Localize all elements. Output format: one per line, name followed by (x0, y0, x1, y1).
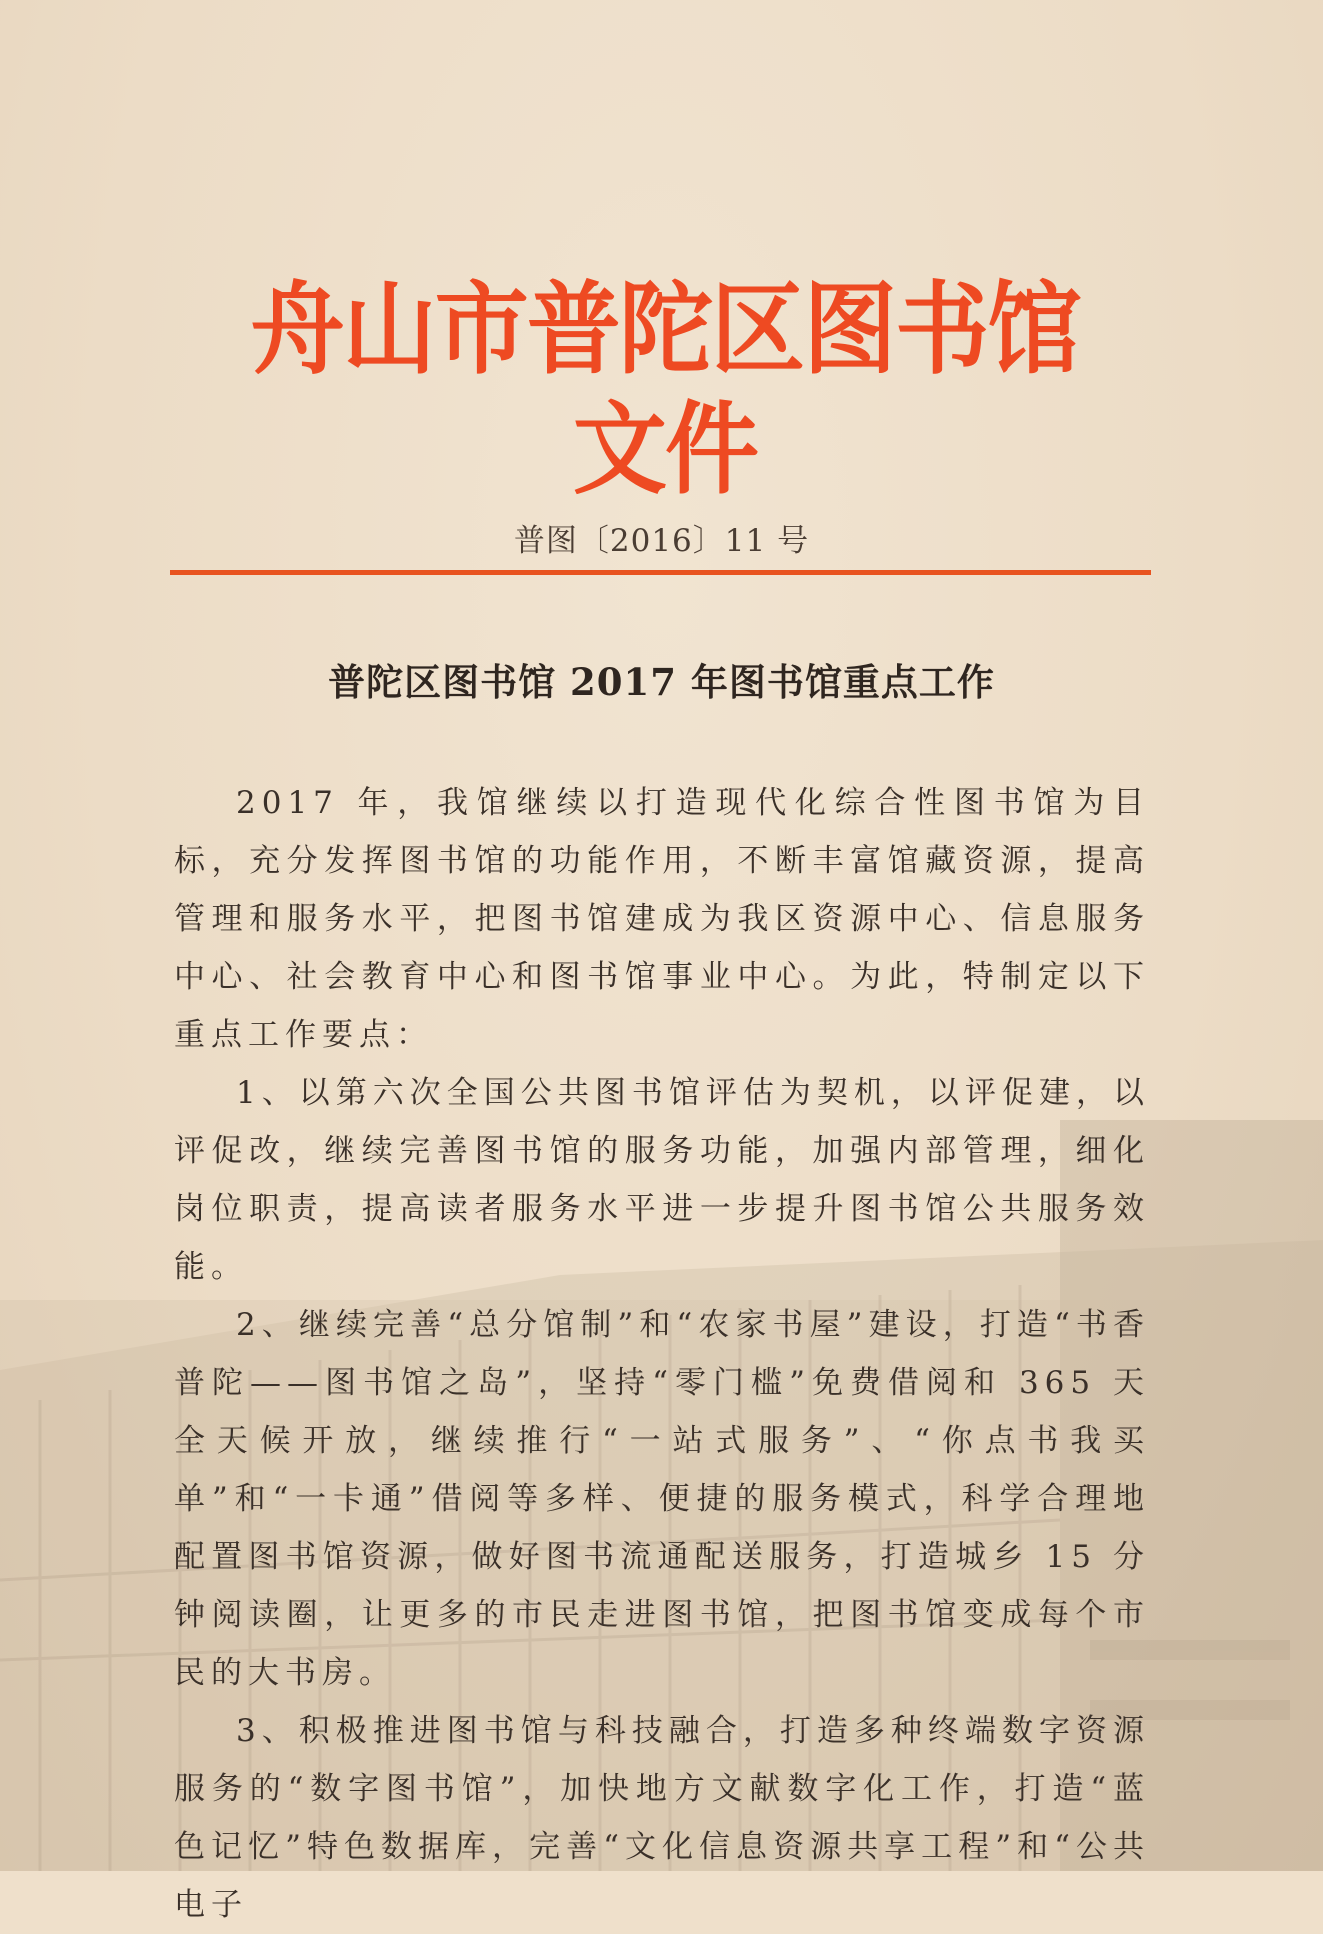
document-body (174, 774, 1150, 1934)
header-title: 舟山市普陀区图书馆文件 (250, 271, 1080, 508)
paragraph-intro: 2017 年，我馆继续以打造现代化综合性图书馆为目标，充分发挥图书馆的功能作用，不断丰富馆藏资源，提高管理和服务水平，把图书馆建成为我区资源中心、信息服务中心、社会教育中心和图书馆事业中心。为此，特制定以下重点工作要点： (174, 785, 1150, 1053)
paragraph-item-1: 1、以第六次全国公共图书馆评估为契机，以评促建，以评促改，继续完善图书馆的服务功能，加强内部管理，细化岗位职责，提高读者服务水平进一步提升图书馆公共服务效能。 (174, 1075, 1150, 1285)
paragraph-item-2: 2、继续完善“总分馆制”和“农家书屋”建设，打造“书香普陀——图书馆之岛”，坚持“零门槛”免费借阅和 365 天全天候开放，继续推行“一站式服务”、“你点书我买单”和“一卡通”借阅等多样、便捷的服务模式，科学合理地配置图书馆资源，做好图书流通配送服务，打造城乡 15 分钟阅读圈，让更多的市民走进图书馆，把图书馆变成每个市民的大书房。 (174, 1307, 1150, 1691)
paragraph-item-3: 3、积极推进图书馆与科技融合，打造多种终端数字资源服务的“数字图书馆”，加快地方文献数字化工作，打造“蓝色记忆”特色数据库，完善“文化信息资源共享工程”和“公共电子 (174, 1713, 1150, 1923)
header-divider (170, 570, 1151, 575)
document-number: 普图〔2016〕11 号 (513, 523, 810, 559)
document-heading: 普陀区图书馆 2017 年图书馆重点工作 (328, 660, 995, 704)
